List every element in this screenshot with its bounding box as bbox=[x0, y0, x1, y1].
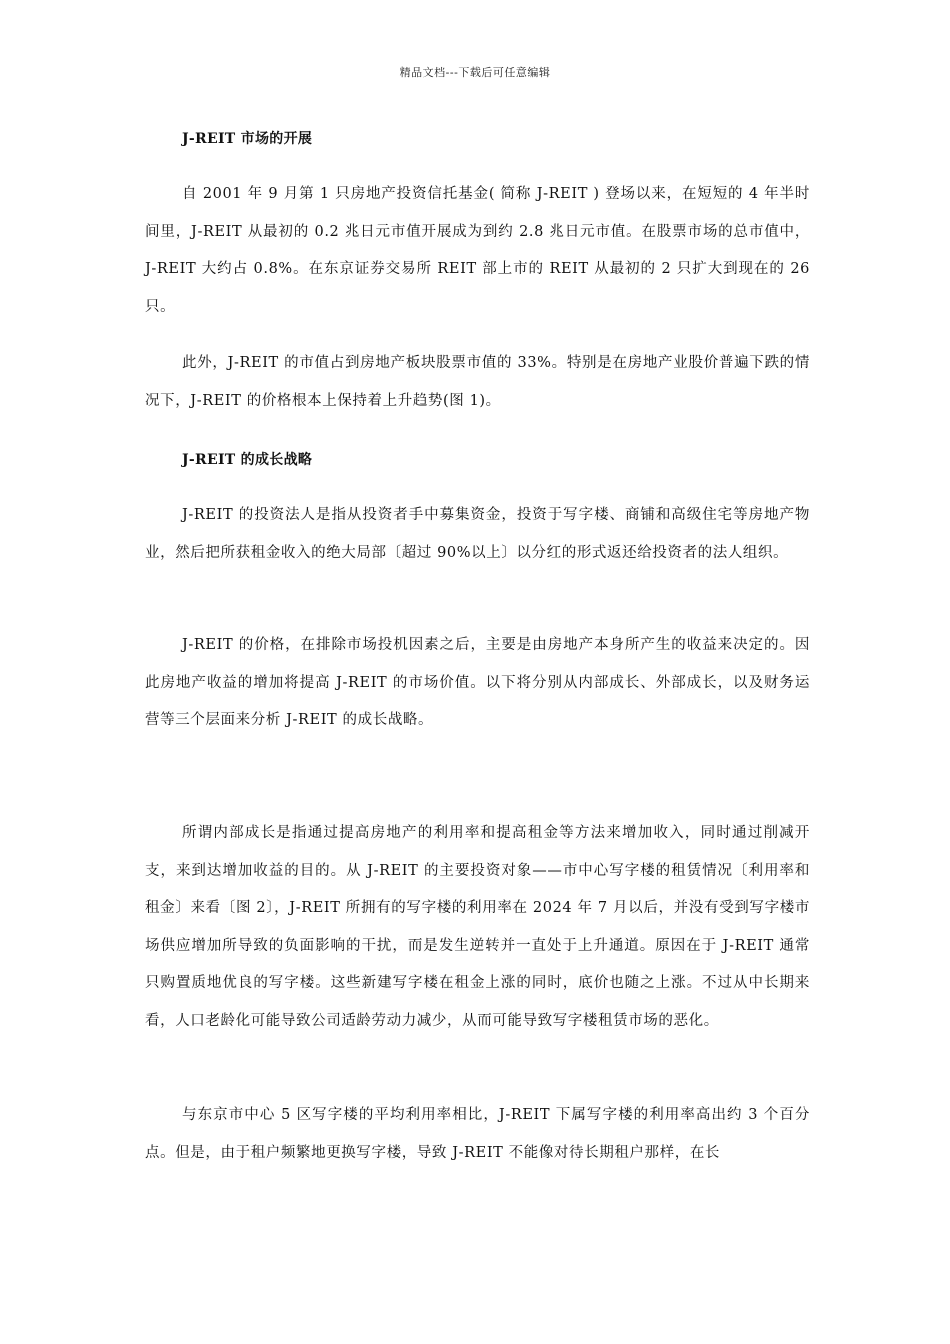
section-heading-growth-strategy: J-REIT 的成长战略 bbox=[182, 452, 313, 468]
paragraph-internal-growth: 所谓内部成长是指通过提高房地产的利用率和提高租金等方法来增加收入，同时通过削减开支，来到达增加收益的目的。从 J-REIT 的主要投资对象——市中心写字楼的租赁情况〔利用率和租金〕来看〔图 2〕，J-REIT 所拥有的写字楼的利用率在 2024 年 7 月以后，并没有受到写字楼市场供应增加所导致的负面影响的干扰，而是发生逆转并一直处于上升通道。原因在于 J-REIT 通常只购置质地优良的写字楼。这些新建写字楼在租金上涨的同时，底价也随之上涨。不过从中长期来看，人口老龄化可能导致公司适龄劳动力减少，从而可能导致写字楼租赁市场的恶化。 bbox=[145, 825, 810, 1029]
paragraph-investment-corporation: J-REIT 的投资法人是指从投资者手中募集资金，投资于写字楼、商铺和高级住宅等房地产物业，然后把所获租金收入的绝大局部〔超过 90%以上〕以分红的形式返还给投资者的法人组织。 bbox=[145, 507, 810, 561]
paragraph-market-development: 自 2001 年 9 月第 1 只房地产投资信托基金( 简称 J-REIT ) 登场以来，在短短的 4 年半时间里，J-REIT 从最初的 0.2 兆日元市值开展成为到约 2.8 兆日元市值。在股票市场的总市值中，J-REIT 大约占 0.8%。在东京证券交易所 REIT 部上市的 REIT 从最初的 2 只扩大到现在的 26 只。 bbox=[145, 186, 810, 315]
section-heading-market: J-REIT 市场的开展 bbox=[182, 131, 313, 147]
paragraph-price-factors: J-REIT 的价格，在排除市场投机因素之后，主要是由房地产本身所产生的收益来决定的。因此房地产收益的增加将提高 J-REIT 的市场价值。以下将分别从内部成长、外部成长，以及财务运营等三个层面来分析 J-REIT 的成长战略。 bbox=[145, 637, 810, 728]
paragraph-occupancy-comparison: 与东京市中心 5 区写字楼的平均利用率相比，J-REIT 下属写字楼的利用率高出约 3 个百分点。但是，由于租户频繁地更换写字楼，导致 J-REIT 不能像对待长期租户那样，在长 bbox=[145, 1107, 810, 1161]
paragraph-market-share: 此外，J-REIT 的市值占到房地产板块股票市值的 33%。特别是在房地产业股价普遍下跌的情况下，J-REIT 的价格根本上保持着上升趋势(图 1)。 bbox=[145, 355, 810, 409]
page-header: 精品文档---下载后可任意编辑 bbox=[399, 66, 551, 79]
